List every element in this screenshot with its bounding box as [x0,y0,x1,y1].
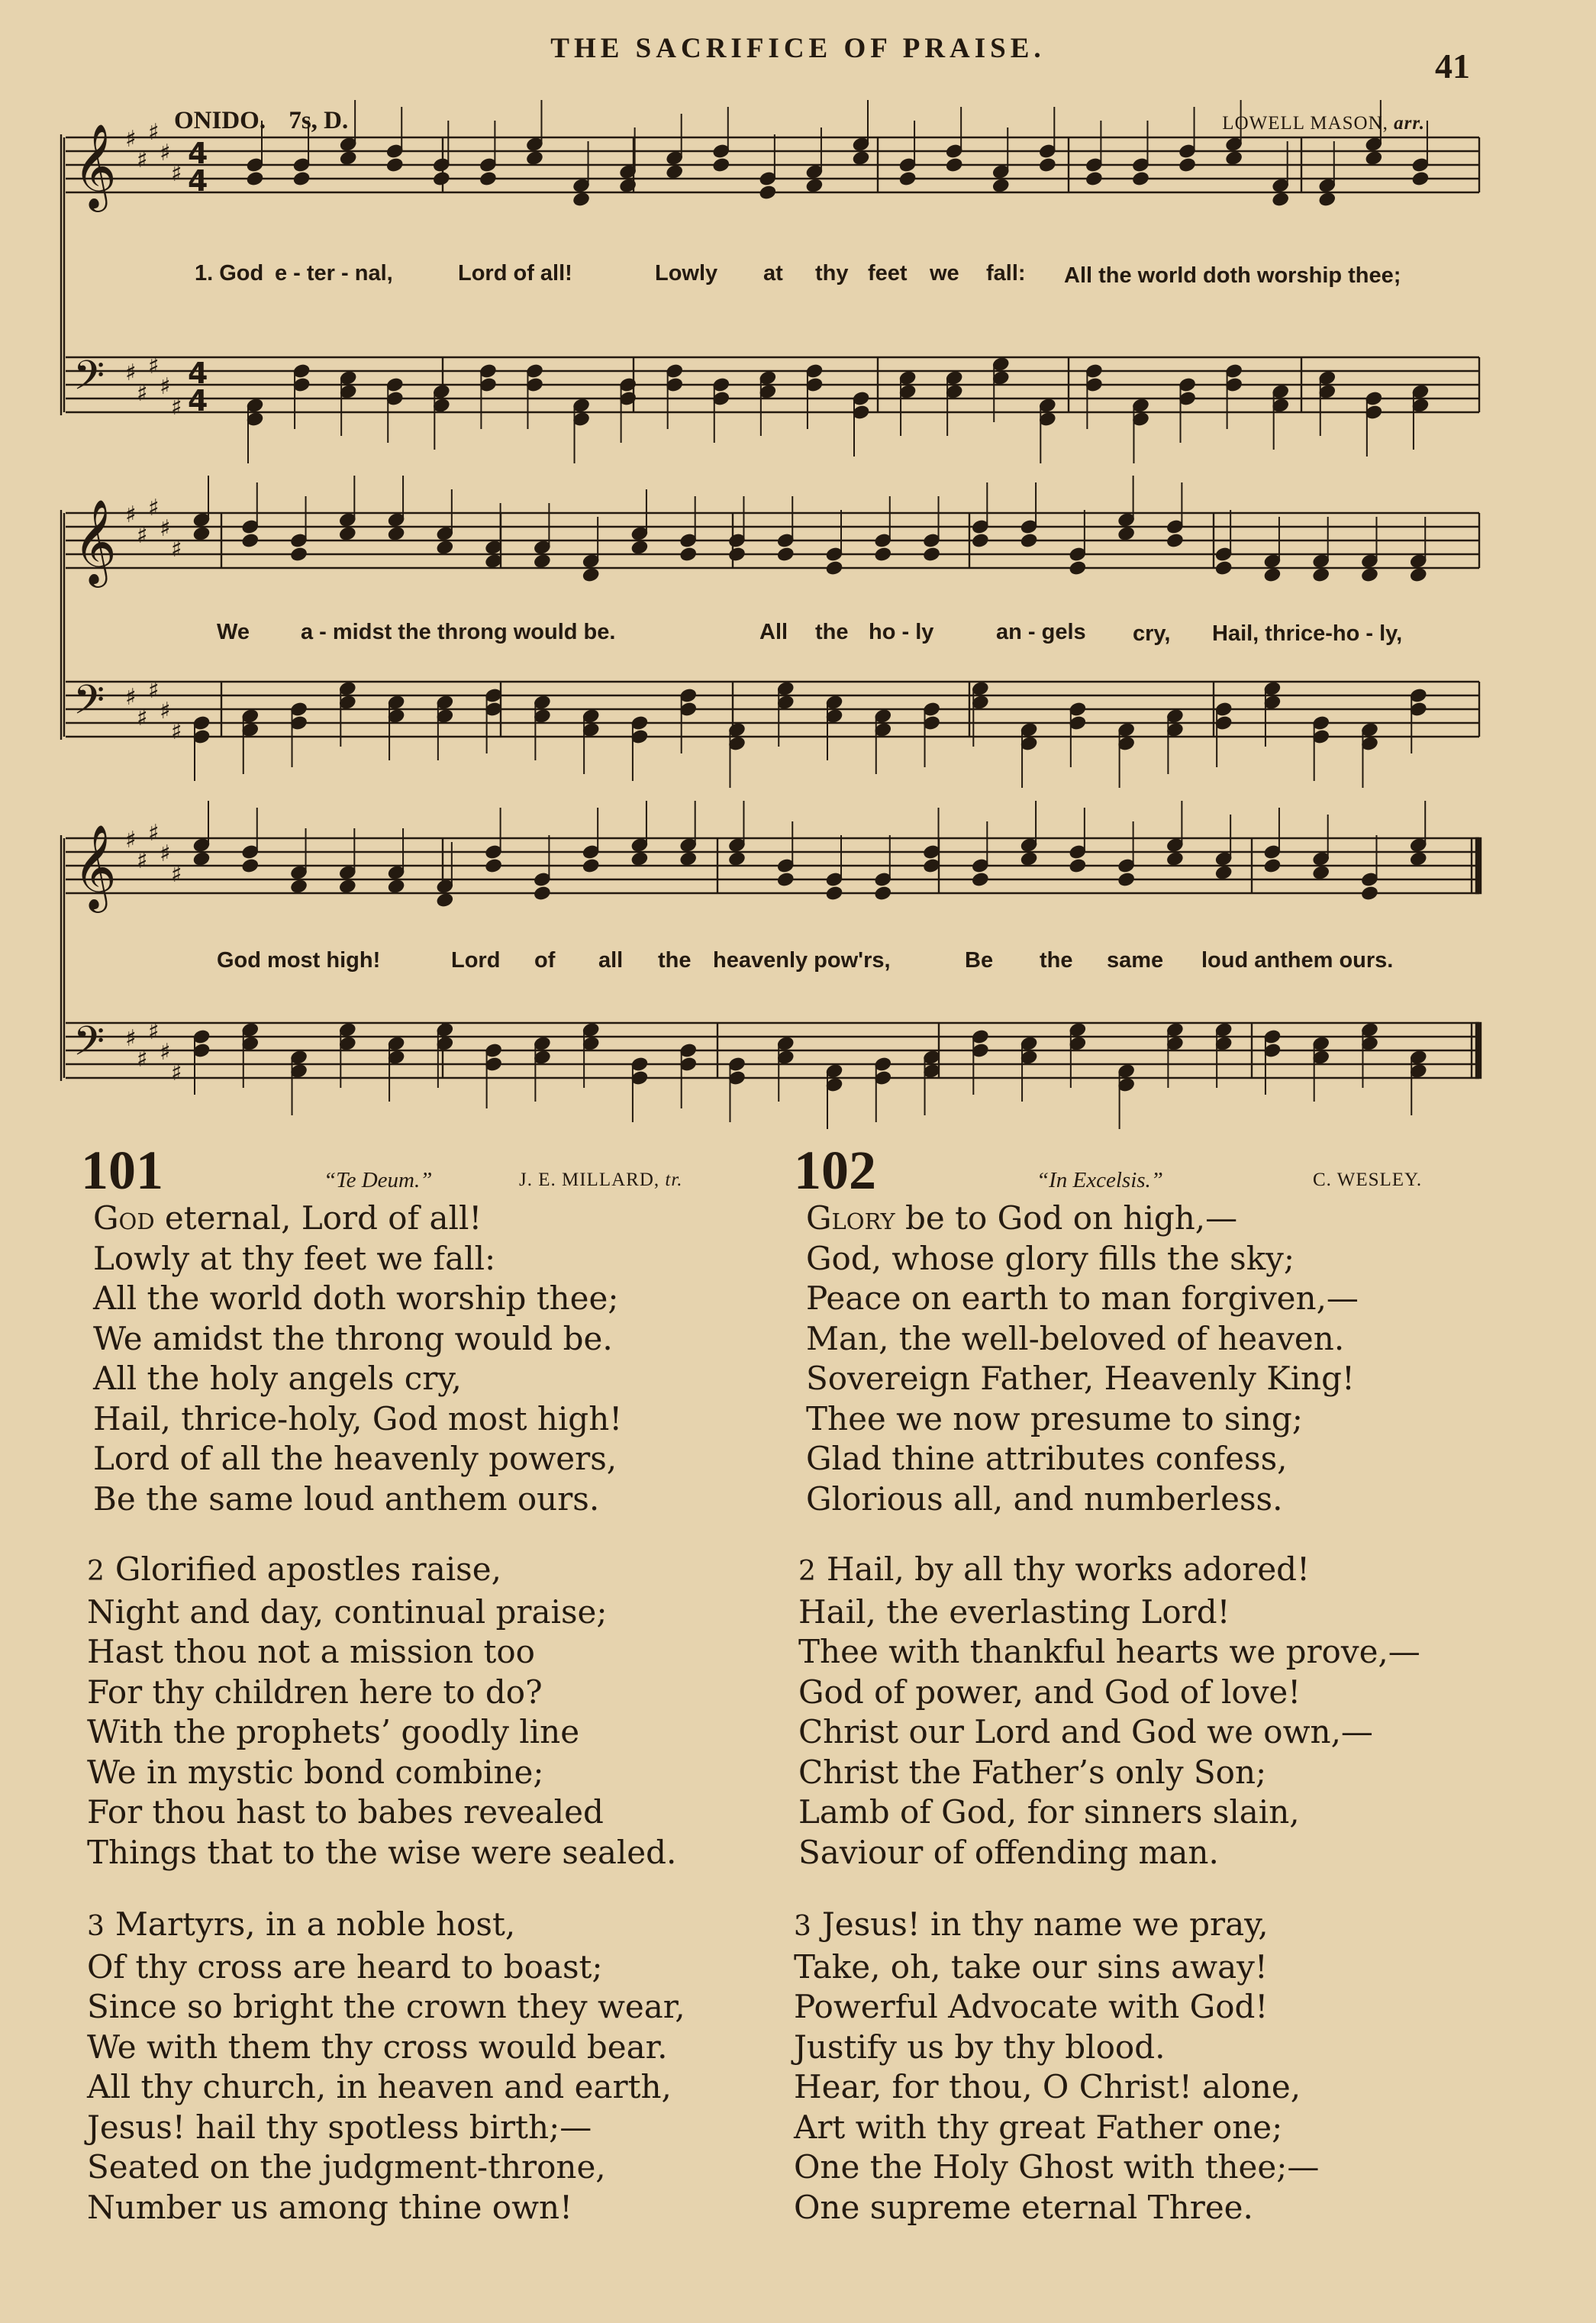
verse-line: 2 Hail, by all thy works adored! [798,1550,1310,1588]
note-head [1360,886,1378,902]
lyric-syllable: Be [965,948,994,973]
verse-line: Justify us by thy blood. [794,2028,1166,2066]
note-head [1360,567,1378,583]
time-signature-bottom: 4 [188,164,208,198]
note-head [630,851,649,867]
sharp-icon: ♯ [171,160,182,187]
lyric-syllable: fall: [986,261,1026,286]
lyric-syllable: all [598,948,624,973]
lyric-syllable: Hail, thrice-ho - ly, [1212,621,1403,646]
verse-line: One the Holy Ghost with thee;— [794,2148,1320,2186]
note-head [971,872,989,888]
sharp-icon: ♯ [137,847,148,874]
lyric-syllable: heavenly pow'rs, [713,948,891,973]
lyric-syllable: Lord of all! [458,261,572,286]
note-head [1409,567,1427,583]
verse-line: Hail, thrice-holy, God most high! [93,1399,623,1437]
verse-line: Number us among thine own! [87,2188,572,2226]
note-head [1272,192,1290,208]
note-head [1318,192,1336,208]
note-head [292,171,311,187]
note-head [192,851,211,867]
sharp-icon: ♯ [160,840,171,867]
note-head [923,547,941,563]
note-head [1166,851,1184,867]
note-head [290,879,308,895]
verse-line: Powerful Advocate with God! [794,1988,1269,2025]
lyric-syllable: at [763,261,783,286]
sharp-icon: ♯ [125,827,137,853]
note-head [874,547,892,563]
lyric-syllable: the [815,620,849,644]
note-head [1365,150,1383,166]
note-head [825,886,843,902]
final-barline-thick [1476,1023,1481,1078]
note-head [436,892,454,908]
verse-line: Take, oh, take our sins away! [794,1947,1268,1986]
note-head [582,567,600,583]
stanza-number: 2 [87,1556,105,1587]
verse-line: Jesus! hail thy spotless birth;— [87,2108,592,2146]
note-head [485,858,503,874]
hymn-title: “Te Deum.” [324,1168,433,1192]
hymn-number: 102 [794,1140,876,1201]
final-barline-thick [1476,838,1481,893]
note-head [825,560,843,576]
note-head [338,526,356,542]
note-head [1312,865,1330,881]
verse-line: We with them thy cross would bear. [87,2028,668,2066]
sharp-icon: ♯ [160,515,171,542]
sharp-icon: ♯ [171,536,182,563]
sharp-icon: ♯ [148,677,160,704]
sharp-icon: ♯ [171,718,182,745]
note-head [712,157,730,173]
verse-line: Christ our Lord and God we own,— [798,1713,1373,1750]
note-head [1166,533,1184,549]
verse-line: One supreme eternal Three. [794,2188,1253,2226]
note-head [679,851,698,867]
note-head [945,157,963,173]
treble-clef-icon: 𝄞 [73,123,117,208]
verse-line: God of power, and God of love! [798,1673,1301,1711]
note-head [385,157,404,173]
lyric-syllable: All the world doth worship thee; [1064,263,1401,288]
verse-line: Hear, for thou, O Christ! alone, [794,2068,1301,2105]
lyric-syllable: We [217,620,250,644]
note-head [479,171,497,187]
stanza [93,1199,622,1519]
verse-line: God eternal, Lord of all! [93,1199,482,1237]
sharp-icon: ♯ [160,698,171,724]
lyric-syllable: loud anthem ours. [1201,948,1394,973]
stanza-number: 2 [798,1556,816,1587]
note-head [1131,171,1149,187]
note-head [805,178,824,194]
verse-line: Saviour of offending man. [798,1833,1219,1871]
sharp-icon: ♯ [160,373,171,400]
note-head [679,547,698,563]
treble-clef-icon: 𝄞 [73,498,117,584]
lyric-syllable: we [930,261,959,286]
lyric-syllable: feet [868,261,908,286]
sharp-icon: ♯ [125,360,137,386]
lyric-syllable: God most high! [217,948,381,973]
note-head [1411,171,1430,187]
note-head [582,858,600,874]
verse-line: Lowly at thy feet we fall: [93,1239,496,1277]
note-head [1085,171,1103,187]
verse-line: Lamb of God, for sinners slain, [798,1793,1300,1831]
lyric-syllable: 1. God [195,261,264,286]
verse-line: 2 Glorified apostles raise, [87,1550,501,1588]
note-head [525,150,543,166]
note-head [1020,533,1038,549]
author-name: C. WESLEY. [1313,1170,1423,1190]
verse-line: All the holy angels cry, [93,1360,462,1397]
sharp-icon: ♯ [137,380,148,407]
verse-line: Hast thou not a mission too [87,1633,535,1670]
verse-line: All thy church, in heaven and earth, [87,2068,672,2105]
sharp-icon: ♯ [148,1018,160,1045]
verse-line: Since so bright the crown they wear, [87,1988,685,2025]
verse-line: 3 Martyrs, in a noble host, [87,1905,516,1943]
author-role: tr. [665,1170,683,1190]
note-head [759,185,777,201]
verse-line: Christ the Father’s only Son; [798,1753,1267,1791]
note-head [1409,851,1427,867]
treble-clef-icon: 𝄞 [73,824,117,909]
note-head [192,526,211,542]
bass-clef-icon: 𝄢 [73,677,105,734]
verse-line: Art with thy great Father one; [794,2108,1283,2146]
note-head [630,540,649,556]
verse-line: Glory be to God on high,— [806,1199,1238,1237]
hymn-number: 101 [81,1140,163,1201]
sharp-icon: ♯ [148,495,160,521]
note-head [290,547,308,563]
sharp-icon: ♯ [137,1046,148,1073]
composer-role: arr. [1394,113,1425,134]
note-head [387,879,405,895]
lyric-syllable: e - ter - nal, [275,261,393,286]
lyric-syllable: a - midst the throng would be. [301,620,616,644]
lyric-syllable: of [534,948,556,973]
verse-line: Hail, the everlasting Lord! [798,1592,1230,1631]
lyric-syllable: cry, [1133,621,1171,646]
stanza-number: 3 [794,1911,811,1942]
note-head [533,886,551,902]
verse-line: Night and day, continual praise; [87,1592,608,1631]
note-head [727,547,746,563]
verse-line: Glad thine attributes confess, [806,1440,1288,1477]
time-signature-bottom: 4 [188,384,208,418]
verse-line: Things that to the wise were sealed. [87,1833,677,1871]
time-signature-top: 4 [188,137,208,170]
sharp-icon: ♯ [171,861,182,888]
stanza [798,1550,1420,1873]
note-head [572,192,591,208]
verse-line: We in mystic bond combine; [87,1753,544,1791]
hymn-author [519,1170,683,1191]
lyric-syllable: thy [815,261,849,286]
lyric-syllable: the [1040,948,1073,973]
verse-line: Glorious all, and numberless. [806,1479,1283,1518]
verse-line: Man, the well-beloved of heaven. [806,1319,1345,1357]
note-head [241,858,260,874]
verse-line: All the world doth worship thee; [93,1279,619,1317]
note-head [1020,851,1038,867]
verse-line: With the prophets’ goodly line [87,1713,580,1750]
lyric-syllable: All [759,620,788,644]
lyric-syllable: the [658,948,692,973]
tune-title: ONIDO. [174,107,266,134]
sharp-icon: ♯ [148,820,160,847]
stanza-number: 3 [87,1911,105,1942]
sharp-icon: ♯ [160,1039,171,1066]
note-head [1263,858,1282,874]
verse-line: Peace on earth to man forgiven,— [806,1279,1359,1317]
note-head [1214,560,1233,576]
composer-name: LOWELL MASON, [1222,113,1388,134]
sharp-icon: ♯ [171,394,182,421]
note-head [1117,872,1136,888]
lead-small-caps: God [93,1199,155,1237]
bass-clef-icon: 𝄢 [73,1018,105,1075]
note-head [1312,567,1330,583]
note-head [436,540,454,556]
verse-line: Seated on the judgment-throne, [87,2148,606,2186]
verse-line: God, whose glory fills the sky; [806,1239,1295,1277]
sharp-icon: ♯ [137,705,148,731]
note-head [852,150,870,166]
stanza [806,1199,1359,1519]
stanza [87,1550,676,1873]
sharp-icon: ♯ [125,126,137,153]
note-head [1225,150,1243,166]
verse-line: For thy children here to do? [87,1673,543,1711]
verse-line: 3 Jesus! in thy name we pray, [794,1905,1269,1943]
lead-small-caps: Glory [806,1199,895,1237]
time-signature-top: 4 [188,357,208,390]
note-head [339,150,357,166]
lyric-syllable: same [1107,948,1164,973]
bass-clef-icon: 𝄢 [73,353,105,409]
sharp-icon: ♯ [137,147,148,173]
note-head [898,171,917,187]
hymn-author [1313,1170,1422,1191]
lyric-syllable: Lowly [655,261,718,286]
verse-line: For thou hast to babes revealed [87,1793,604,1831]
lyric-syllable: an - gels [996,620,1086,644]
note-head [338,879,356,895]
verse-line: Sovereign Father, Heavenly King! [806,1360,1355,1397]
note-head [1038,157,1056,173]
tune-meter: 7s, D. [289,107,349,134]
author-name: J. E. MILLARD, [519,1170,660,1190]
lyric-syllable: ho - ly [869,620,934,644]
note-head [1117,526,1136,542]
note-head [1214,865,1233,881]
verse-line: Lord of all the heavenly powers, [93,1440,617,1477]
lyric-syllable: Lord [451,948,501,973]
stanza [87,1905,685,2228]
note-head [776,547,795,563]
sharp-icon: ♯ [160,140,171,166]
page-number: 41 [1435,47,1470,85]
sharp-icon: ♯ [148,119,160,146]
note-head [387,526,405,542]
hymn-title: “In Excelsis.” [1037,1168,1163,1192]
note-head [432,171,450,187]
note-head [727,851,746,867]
running-title: THE SACRIFICE OF PRAISE. [550,33,1046,64]
sharp-icon: ♯ [171,1060,182,1086]
note-head [874,886,892,902]
note-head [666,164,684,180]
stanza [794,1905,1319,2228]
note-head [1178,157,1197,173]
note-head [1069,858,1087,874]
note-head [776,872,795,888]
note-head [533,553,551,569]
note-head [1069,560,1087,576]
note-head [1263,567,1282,583]
sharp-icon: ♯ [125,684,137,711]
sharp-icon: ♯ [125,502,137,528]
sharp-icon: ♯ [137,522,148,549]
note-head [246,171,264,187]
note-head [991,178,1010,194]
verse-line: Be the same loud anthem ours. [93,1479,600,1518]
sharp-icon: ♯ [125,1025,137,1052]
verse-line: We amidst the throng would be. [93,1319,613,1357]
sharp-icon: ♯ [148,353,160,379]
verse-line: Thee we now presume to sing; [806,1399,1303,1437]
verse-line: Thee with thankful hearts we prove,— [798,1633,1420,1670]
note-head [241,533,260,549]
verse-line: Of thy cross are heard to boast; [87,1947,603,1986]
note-head [971,533,989,549]
